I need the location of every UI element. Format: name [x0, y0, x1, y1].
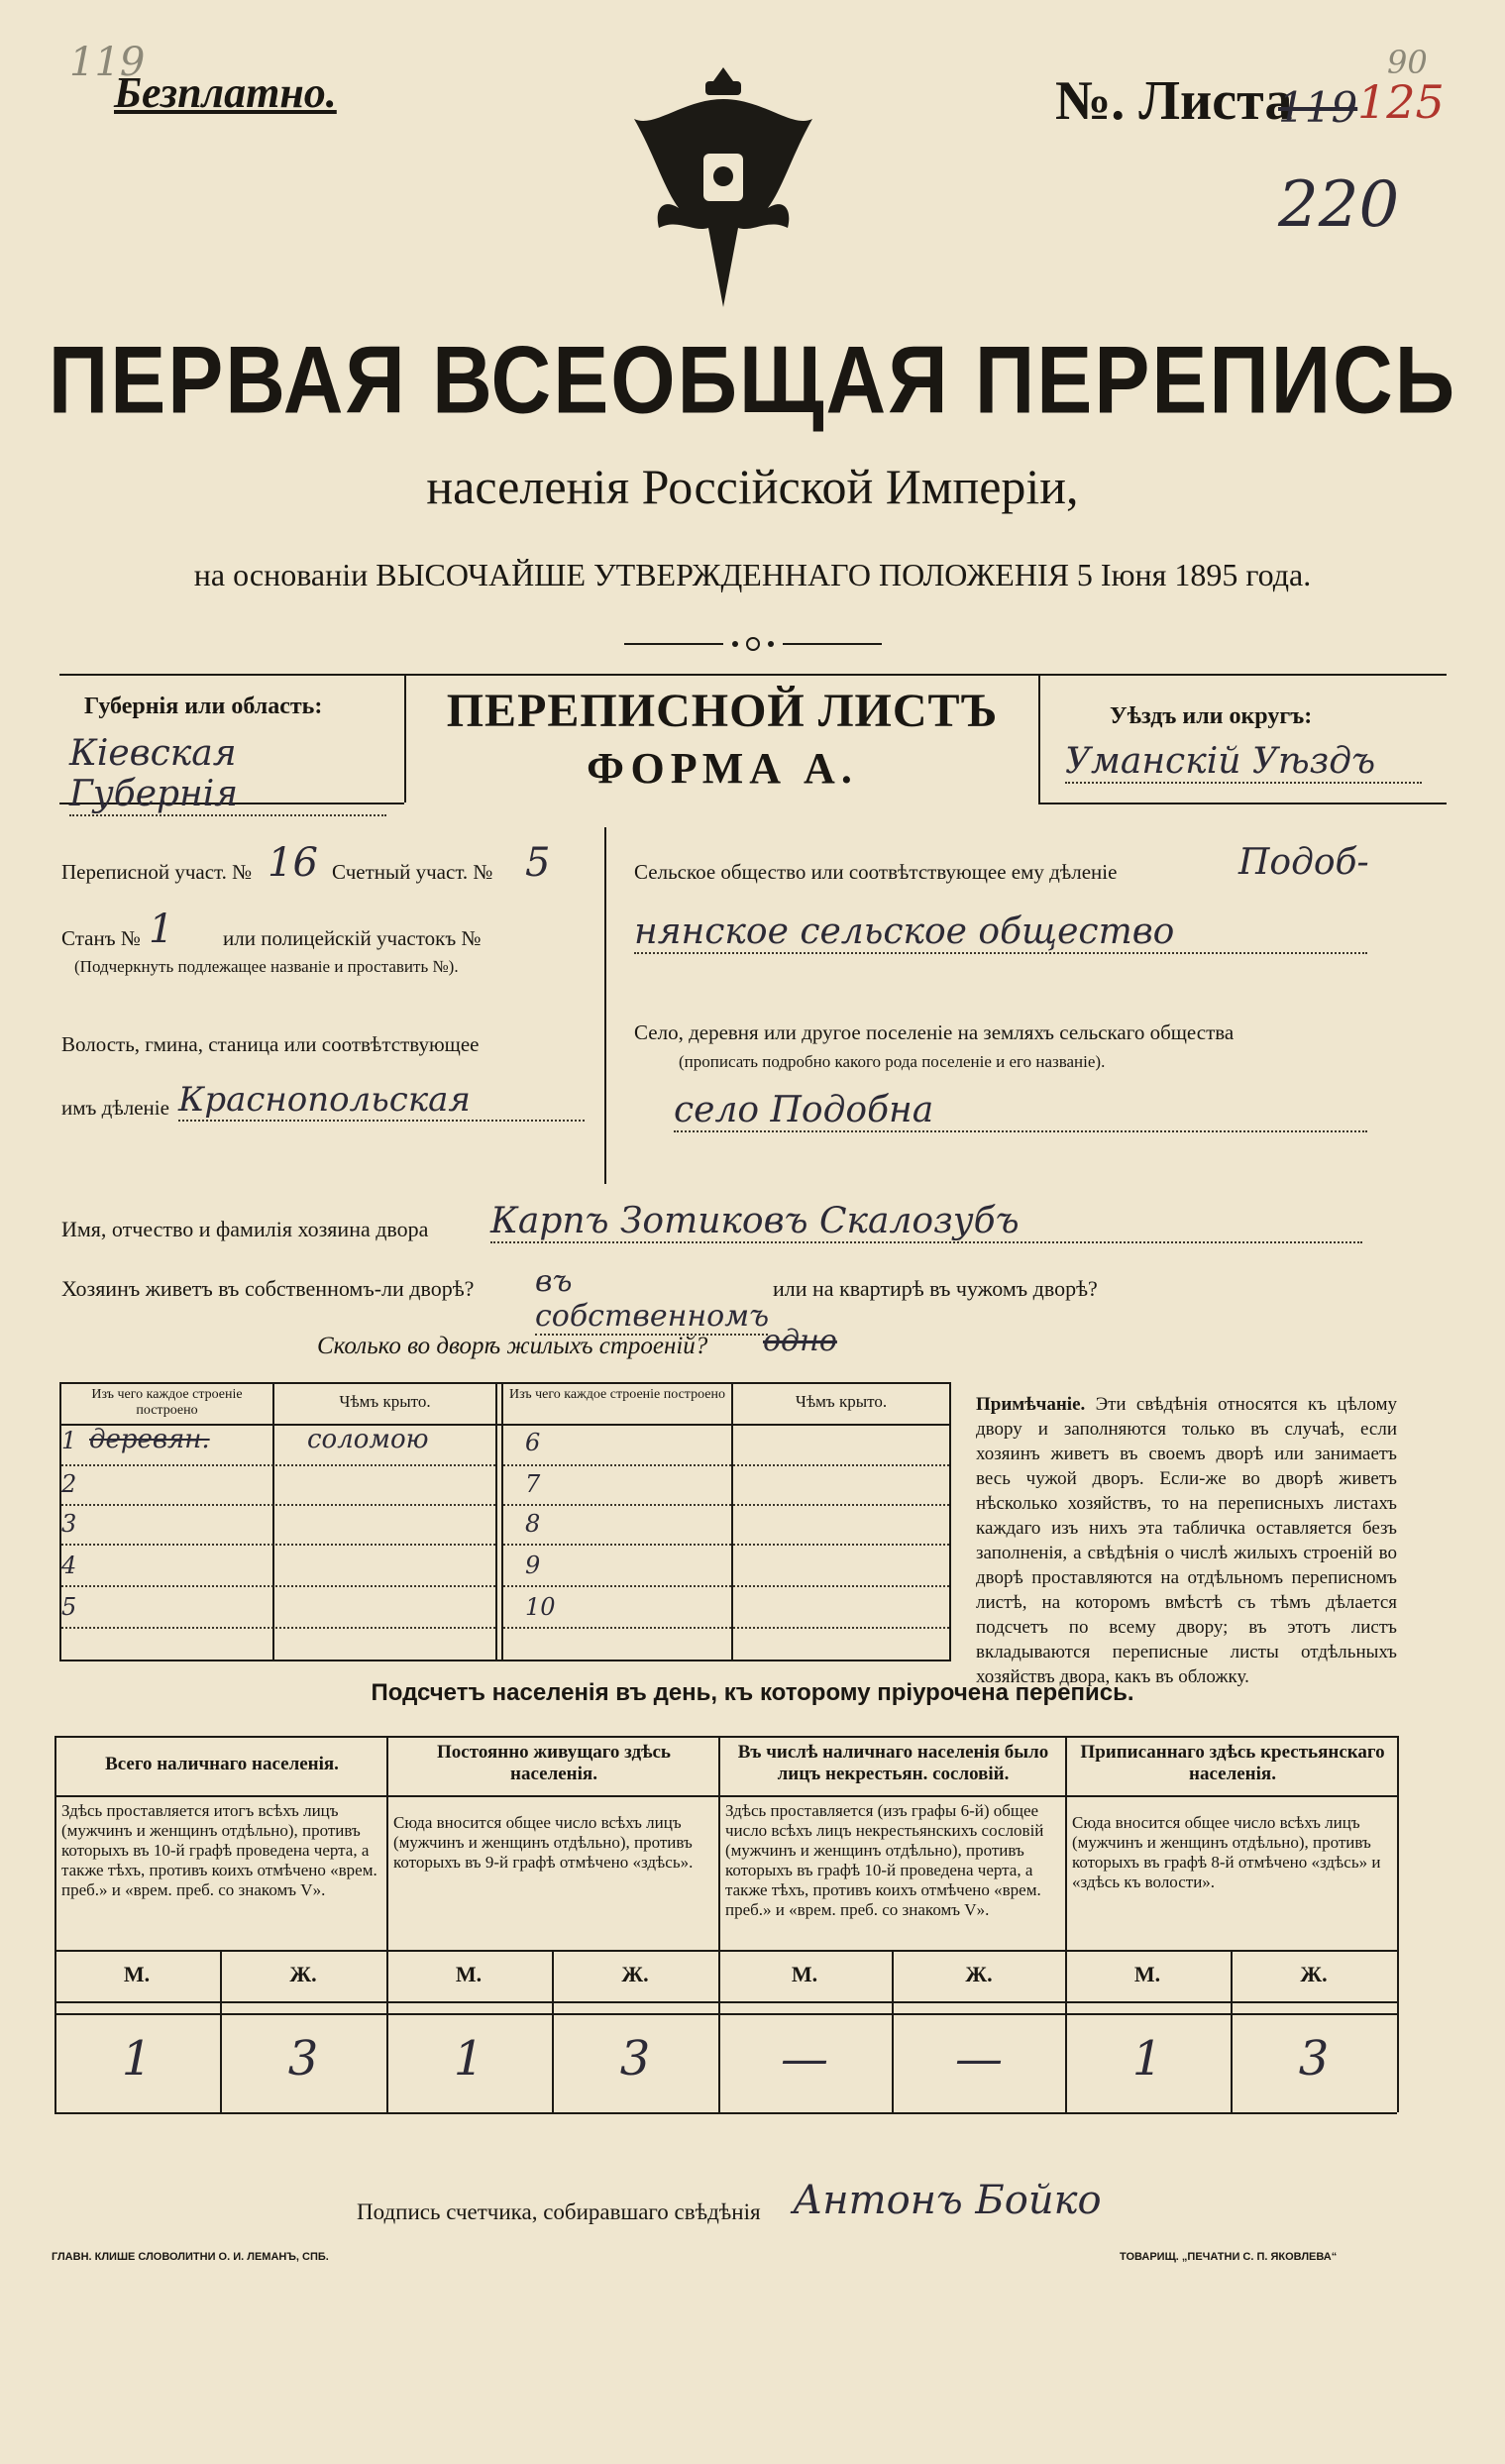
pop-col-1-female-value: 3	[287, 2031, 319, 2087]
buildings-col-material-right: Изъ чего каждое строеніе построено	[509, 1387, 725, 1402]
pop-col-2-body: Сюда вносится общее число всѣхъ лицъ (мужчинъ и женщинъ отдѣльно), противъ которыхъ въ 9-й графѣ отмѣчено «здѣсь».	[393, 1813, 694, 1872]
note-text: Эти свѣдѣнія относятся къ цѣлому двору и заполняются только въ случаѣ, если хозяинъ живетъ въ своемъ дворѣ или занимаетъ весь чужой дворъ. Если-же во дворѣ живетъ нѣсколько хозяйствъ, то на переписныхъ листахъ каждаго изъ нихъ эта табличка оставляется безъ заполненія, а свѣдѣнія о числѣ жилыхъ строеній во дворѣ проставляются на отдѣльномъ переписномъ листѣ, на которомъ вмѣстѣ съ тѣмъ дѣлается подсчетъ по всему двору; въ этотъ листъ вкладываются переписные листы отдѣльныхъ хозяйствъ двора, какъ въ обложку.	[976, 1394, 1397, 1687]
page-subtitle: населенія Россійской Имперіи,	[426, 459, 1079, 514]
district-label: Уѣздъ или округъ:	[1110, 703, 1313, 729]
pop-col-1-head: Всего наличнаго населенія.	[105, 1754, 339, 1774]
count-area-value: 5	[525, 840, 551, 886]
count-area-label: Счетный участ. №	[332, 860, 493, 884]
sheet-number-value: 125	[1357, 75, 1445, 129]
footer-left: ГЛАВН. КЛИШЕ СЛОВОЛИТНИ О. И. ЛЕМАНЪ, СПБ.	[52, 2251, 329, 2263]
counter-signature: Антонъ Бойко	[793, 2178, 1102, 2223]
pop-col-3-male-label: М.	[791, 1962, 818, 1986]
building-row-8-num: 8	[525, 1510, 541, 1538]
pop-col-3-male-value: —	[781, 2031, 828, 2087]
buildings-col-material-left: Изъ чего каждое строеніе построено	[91, 1387, 243, 1418]
stan-label: Станъ №	[61, 926, 141, 950]
pop-col-4-male-value: 1	[1131, 2031, 1163, 2087]
building-row-6-num: 6	[525, 1429, 541, 1456]
district-value: Уманскій Уѣздъ	[1065, 741, 1422, 784]
society-value-1: Подоб-	[1238, 842, 1369, 883]
pop-col-1-body: Здѣсь проставляется итогъ всѣхъ лицъ (мужчинъ и женщинъ отдѣльно), противъ которыхъ въ 10-й графѣ проведена черта, а также тѣхъ, противъ коихъ отмѣчено «врем. преб.» и «врем. преб. со знакомъ V».	[61, 1801, 377, 1899]
building-row-1-material: деревян.	[89, 1425, 210, 1454]
pop-col-2-head: Постоянно живущаго здѣсь населенія.	[437, 1742, 671, 1784]
province-value: Кіевская Губернія	[69, 733, 386, 816]
owner-or-label: или на квартирѣ въ чужомъ дворѣ?	[773, 1276, 1098, 1301]
village-label: Село, деревня или другое поселеніе на земляхъ сельскаго общества	[634, 1020, 1235, 1044]
building-row-10-num: 10	[525, 1593, 556, 1621]
sheet-number-struck: 119	[1278, 83, 1358, 132]
province-label: Губернія или область:	[84, 694, 323, 719]
pop-col-3-female-label: Ж.	[965, 1962, 993, 1986]
pop-col-1-male-value: 1	[121, 2031, 153, 2087]
village-note: (прописать подробно какого рода поселеніе и его названіе).	[679, 1052, 1106, 1071]
building-row-2-num: 2	[61, 1470, 77, 1498]
sheet-title: ПЕРЕПИСНОЙ ЛИСТЪ	[446, 685, 999, 737]
stan-note: (Подчеркнуть подлежащее названіе и проставить №).	[74, 957, 459, 976]
owner-lives-value: въ собственномъ	[535, 1264, 770, 1334]
form-name: ФОРМА А.	[587, 744, 858, 793]
volost-label: Волость, гмина, станица или соотвѣтствующее	[61, 1032, 480, 1056]
building-row-1-roof: соломою	[307, 1425, 429, 1454]
society-label: Сельское общество или соотвѣтствующее ему дѣленіе	[634, 860, 1118, 884]
signature-label: Подпись счетчика, собиравшаго свѣдѣнія	[357, 2199, 761, 2224]
note-lead: Примѣчаніе.	[976, 1394, 1086, 1415]
volost-label-2: имъ дѣленіе	[61, 1096, 169, 1120]
owner-lives-label: Хозяинъ живетъ въ собственномъ-ли дворѣ?	[61, 1276, 475, 1301]
pop-col-4-female-value: 3	[1298, 2031, 1330, 2087]
buildings-col-roof-right: Чѣмъ крыто.	[795, 1392, 888, 1411]
pop-col-2-female-value: 3	[619, 2031, 651, 2087]
census-area-value: 16	[268, 840, 318, 886]
owner-name-value: Карпъ Зотиковъ Скалозубъ	[490, 1201, 1362, 1243]
building-row-9-num: 9	[525, 1552, 541, 1579]
volost-value: Краснопольская	[178, 1080, 585, 1122]
pop-col-3-head: Въ числѣ наличнаго населенія было лицъ некрестьян. сословій.	[737, 1742, 1049, 1784]
sheet-number-label: №. Листа	[1055, 70, 1293, 132]
pop-col-1-female-label: Ж.	[289, 1962, 317, 1986]
building-row-5-num: 5	[61, 1593, 77, 1621]
building-row-1-num: 1	[61, 1427, 77, 1454]
pop-col-4-male-label: М.	[1133, 1962, 1161, 1986]
building-row-4-num: 4	[61, 1552, 77, 1579]
police-label: или полицейскій участокъ №	[223, 926, 482, 950]
buildings-col-roof-left: Чѣмъ крыто.	[339, 1392, 431, 1411]
pop-col-4-female-label: Ж.	[1300, 1962, 1328, 1986]
stan-value: 1	[149, 907, 174, 952]
pop-col-3-body: Здѣсь проставляется (изъ графы 6-й) общее число всѣхъ лицъ некрестьянскихъ сословій (мужчинъ и женщинъ отдѣльно), противъ которыхъ въ графѣ 10-й проведена черта, а также тѣхъ, противъ коихъ отмѣчено «врем. преб.» и «врем. преб. со знакомъ V».	[725, 1801, 1044, 1919]
buildings-note	[976, 1392, 1397, 1689]
society-value-2: нянское сельское общество	[634, 911, 1367, 954]
pop-col-1-male-label: М.	[123, 1962, 151, 1986]
corner-mark-right: 90	[1387, 44, 1428, 81]
pop-col-2-male-value: 1	[453, 2031, 484, 2087]
building-row-7-num: 7	[525, 1470, 541, 1498]
pop-col-3-female-value: —	[955, 2031, 1003, 2087]
buildings-value: одно	[763, 1324, 837, 1358]
sheet-number-handwritten: 220	[1278, 168, 1400, 242]
buildings-label: Сколько во дворѣ жилыхъ строеній?	[317, 1333, 708, 1359]
imperial-eagle-emblem	[624, 59, 822, 317]
village-value: село Подобна	[674, 1090, 1367, 1132]
census-area-label: Переписной участ. №	[61, 860, 253, 884]
population-title: Подсчетъ населенія въ день, къ которому пріурочена перепись.	[371, 1679, 1134, 1706]
pop-col-4-body: Сюда вносится общее число всѣхъ лицъ (мужчинъ и женщинъ отдѣльно), противъ которыхъ въ графѣ 8-й отмѣчено «здѣсь» и «здѣсь къ волости».	[1072, 1813, 1381, 1891]
pop-col-2-female-label: Ж.	[621, 1962, 649, 1986]
pop-col-2-male-label: М.	[455, 1962, 483, 1986]
page-title: ПЕРВАЯ ВСЕОБЩАЯ ПЕРЕПИСЬ	[48, 325, 1457, 433]
building-row-3-num: 3	[61, 1510, 77, 1538]
pop-col-4-head: Приписаннаго здѣсь крестьянскаго населенія.	[1080, 1742, 1385, 1784]
owner-name-label: Имя, отчество и фамилія хозяина двора	[61, 1217, 429, 1241]
footer-right: ТОВАРИЩ. „ПЕЧАТНИ С. П. ЯКОВЛЕВА“	[1120, 2251, 1338, 2263]
free-label: Безплатно.	[114, 68, 337, 117]
basis-line: на основаніи ВЫСОЧАЙШЕ УТВЕРЖДЕННАГО ПОЛОЖЕНІЯ 5 Іюня 1895 года.	[193, 557, 1312, 592]
corner-mark-left: 119	[69, 40, 146, 85]
ornament-divider	[624, 634, 882, 654]
